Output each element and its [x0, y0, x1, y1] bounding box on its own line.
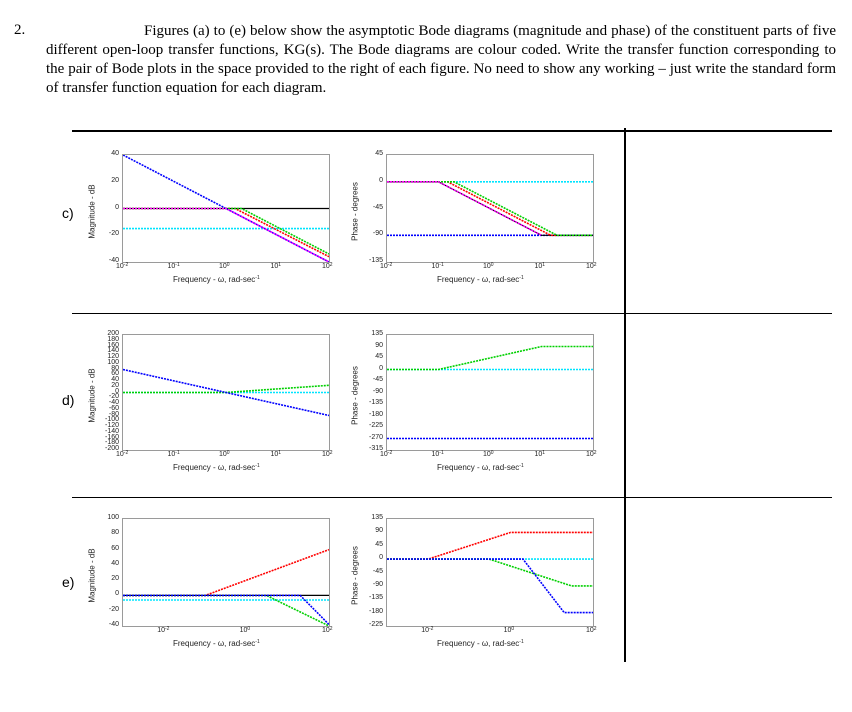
e-mag-xtick: $10^0$ — [239, 626, 251, 634]
d-phase-ytick: 0 — [379, 364, 383, 372]
c-phase-ytick: 0 — [379, 176, 383, 184]
e-phase-ytick: -45 — [372, 567, 383, 575]
d-mag-ytick: 120 — [107, 353, 119, 360]
table-row-rule-2 — [72, 497, 832, 498]
question-number: 2. — [14, 22, 26, 38]
c-phase-xtick: $10^1$ — [534, 262, 546, 270]
e-mag-ytick: 0 — [115, 590, 119, 598]
table-top-rule — [72, 130, 832, 132]
d-mag-ytick: -140 — [104, 427, 119, 435]
e-mag-xtick: $10^{-2}$ — [157, 626, 170, 634]
e-mag-xlabel: Frequency - ω, rad-$\sec^{-1}$ — [173, 639, 260, 648]
d-mag-xtick: $10^2$ — [322, 450, 333, 458]
c-mag-ytick: 20 — [111, 176, 119, 184]
c-phase-xtick: $10^{-1}$ — [431, 262, 444, 270]
e-phase-ytick: 0 — [379, 554, 383, 562]
d-phase-ytick: -135 — [368, 399, 383, 406]
d-mag-ytick: -120 — [104, 422, 119, 429]
d-phase-xtick: $10^2$ — [586, 450, 597, 458]
c-phase-plot-area — [386, 154, 594, 263]
d-mag-ytick: 20 — [111, 381, 119, 389]
d-mag-xtick: $10^1$ — [270, 450, 282, 458]
d-phase-svg — [387, 335, 593, 450]
d-phase-xtick: $10^1$ — [534, 450, 546, 458]
d-mag-ytick: -20 — [108, 393, 119, 401]
d-mag-ytick: -40 — [108, 399, 119, 406]
e-mag-ytick: 80 — [111, 529, 119, 537]
question-text — [46, 22, 836, 98]
d-phase-ytick: -315 — [368, 445, 383, 452]
d-phase-ytick: -90 — [372, 387, 383, 395]
e-phase-ytick: -180 — [368, 607, 383, 615]
c-mag-xtick: $10^0$ — [219, 262, 230, 270]
d-mag-panel-label: d) — [62, 392, 75, 408]
d-mag-ytick: 140 — [107, 347, 119, 355]
table-row-rule-1 — [72, 313, 832, 314]
d-mag-ytick: 40 — [111, 376, 119, 383]
c-phase-ytick: -90 — [372, 230, 383, 238]
d-phase-ytick: -180 — [368, 410, 383, 418]
e-phase-ylabel: Phase - degrees — [350, 546, 360, 605]
d-phase-plot-area — [386, 334, 594, 451]
d-mag-ytick: -180 — [104, 439, 119, 447]
c-phase-xtick: $10^{-2}$ — [380, 262, 393, 270]
d-phase-xtick: $10^{-1}$ — [431, 450, 444, 458]
c-phase-ytick: 45 — [375, 150, 383, 157]
d-phase-ytick: 45 — [375, 353, 383, 360]
c-mag-xtick: $10^2$ — [322, 262, 333, 270]
d-mag-plot-area — [122, 334, 330, 451]
d-phase-ytick: -225 — [368, 422, 383, 429]
e-mag-ylabel: Magnitude - dB — [87, 548, 97, 603]
d-mag-ytick: -80 — [108, 410, 119, 418]
answer-column-rule — [624, 128, 626, 662]
d-phase-series-green — [387, 347, 593, 370]
d-phase-ylabel: Phase - degrees — [350, 366, 360, 425]
e-phase-svg — [387, 519, 593, 626]
c-mag-series-magenta — [123, 209, 329, 263]
e-phase-ytick: -90 — [372, 580, 383, 588]
d-mag-xlabel: Frequency - ω, rad-$\sec^{-1}$ — [173, 463, 260, 472]
e-phase-series-green — [387, 559, 593, 586]
d-phase-ytick: 90 — [375, 341, 383, 349]
d-phase-ytick: -270 — [368, 433, 383, 441]
c-mag-panel-label: c) — [62, 205, 74, 221]
d-mag-ytick: 180 — [107, 335, 119, 343]
d-phase-xtick: $10^0$ — [483, 450, 494, 458]
e-phase-xlabel: Frequency - ω, rad-$\sec^{-1}$ — [437, 639, 524, 648]
d-mag-ytick: -100 — [104, 416, 119, 424]
c-mag-plot-area — [122, 154, 330, 263]
c-mag-svg — [123, 155, 329, 262]
c-phase-svg — [387, 155, 593, 262]
d-phase-xtick: $10^{-2}$ — [380, 450, 393, 458]
c-mag-series-red — [123, 209, 329, 257]
d-mag-ytick: 80 — [111, 364, 119, 372]
e-mag-plot-area — [122, 518, 330, 627]
d-mag-series-green — [123, 385, 329, 392]
d-phase-ytick: 135 — [371, 330, 383, 337]
c-mag-xlabel: Frequency - ω, rad-$\sec^{-1}$ — [173, 275, 260, 284]
c-mag-xtick: $10^{-1}$ — [167, 262, 180, 270]
c-mag-ytick: 40 — [111, 150, 119, 157]
e-phase-plot-area — [386, 518, 594, 627]
e-phase-ytick: 90 — [375, 527, 383, 535]
c-mag-ytick: -40 — [108, 257, 119, 264]
e-mag-ytick: 60 — [111, 544, 119, 552]
e-mag-ytick: -40 — [108, 621, 119, 628]
d-mag-ytick: 160 — [107, 341, 119, 349]
c-phase-ylabel: Phase - degrees — [350, 182, 360, 241]
c-mag-ytick: 0 — [115, 203, 119, 211]
d-mag-xtick: $10^0$ — [219, 450, 230, 458]
c-phase-xtick: $10^2$ — [586, 262, 597, 270]
e-mag-ytick: -20 — [108, 605, 119, 613]
e-mag-ytick: 20 — [111, 575, 119, 583]
e-phase-ytick: 135 — [371, 514, 383, 521]
e-mag-ytick: 40 — [111, 559, 119, 567]
e-phase-xtick: $10^0$ — [503, 626, 515, 634]
e-phase-xtick: $10^2$ — [586, 626, 597, 634]
c-mag-ylabel: Magnitude - dB — [87, 184, 97, 239]
c-mag-xtick: $10^1$ — [270, 262, 282, 270]
c-mag-xtick: $10^{-2}$ — [116, 262, 129, 270]
question-text-body: Figures (a) to (e) below show the asymptotic Bode diagrams (magnitude and phase) of the constituent parts of five different open-loop transfer functions, KG(s). The Bode diagrams are colour coded. Write the transfer function corresponding to the pair of Bode plots in the space provided to the right of each figure. No need to show any working – just write the standard form of transfer function equation for each diagram. — [46, 23, 836, 96]
c-mag-ytick: -20 — [108, 230, 119, 238]
d-mag-ytick: -200 — [104, 445, 119, 452]
d-mag-svg — [123, 335, 329, 450]
c-phase-ytick: -135 — [368, 257, 383, 264]
e-mag-series-red — [123, 550, 329, 596]
d-phase-xlabel: Frequency - ω, rad-$\sec^{-1}$ — [437, 463, 524, 472]
e-phase-xtick: $10^{-2}$ — [421, 626, 434, 634]
e-phase-series-red — [387, 532, 593, 559]
c-mag-series-green — [123, 209, 329, 255]
e-mag-panel-label: e) — [62, 574, 75, 590]
c-phase-xlabel: Frequency - ω, rad-$\sec^{-1}$ — [437, 275, 524, 284]
e-mag-ytick: 100 — [107, 514, 119, 521]
d-mag-ytick: 60 — [111, 370, 119, 378]
e-phase-ytick: -225 — [368, 621, 383, 628]
d-mag-ylabel: Magnitude - dB — [87, 368, 97, 423]
e-mag-svg — [123, 519, 329, 626]
d-mag-xtick: $10^{-2}$ — [116, 450, 129, 458]
d-mag-ytick: 100 — [107, 358, 119, 366]
e-mag-xtick: $10^2$ — [322, 626, 333, 634]
e-phase-ytick: 45 — [375, 540, 383, 548]
d-mag-xtick: $10^{-1}$ — [167, 450, 180, 458]
e-phase-series-blue — [387, 559, 593, 613]
d-mag-ytick: -60 — [108, 404, 119, 412]
d-mag-ytick: 0 — [115, 387, 119, 395]
d-phase-ytick: -45 — [372, 376, 383, 383]
c-phase-xtick: $10^0$ — [483, 262, 494, 270]
e-phase-ytick: -135 — [368, 594, 383, 602]
d-mag-ytick: 200 — [107, 330, 119, 337]
d-mag-ytick: -160 — [104, 433, 119, 441]
c-phase-ytick: -45 — [372, 203, 383, 211]
